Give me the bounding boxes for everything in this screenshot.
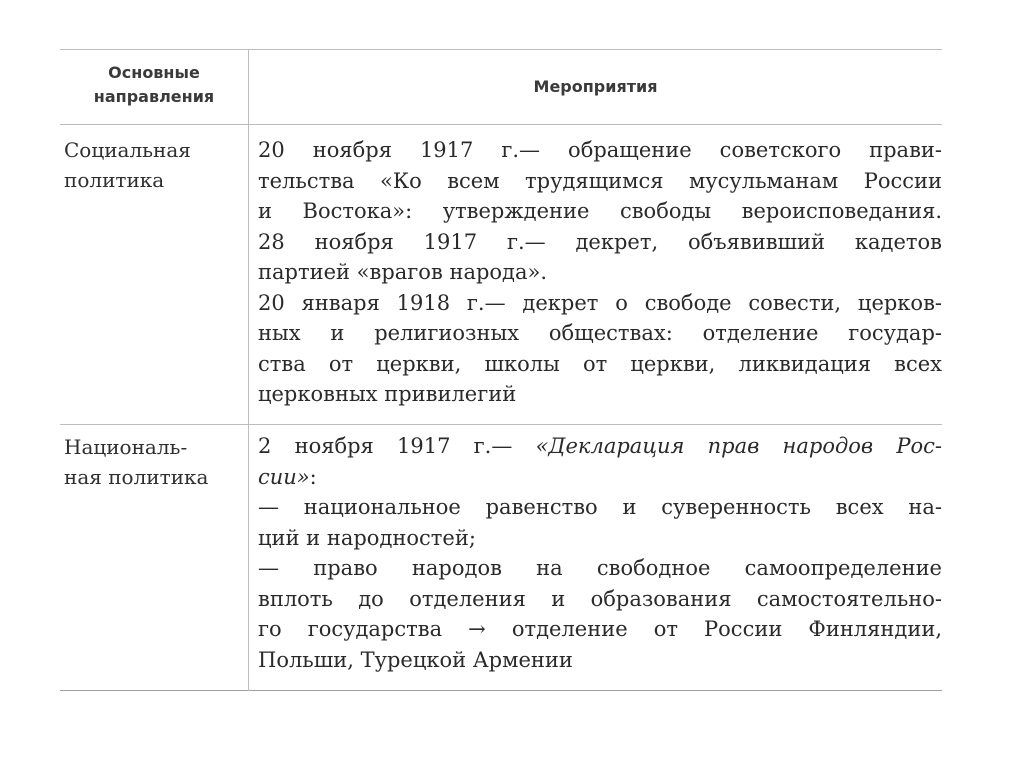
- measure-line: церковных привилегий: [258, 382, 517, 406]
- header-directions-line: направления: [93, 87, 215, 106]
- row-social-measures: [258, 135, 942, 410]
- table-top-rule: [60, 49, 942, 50]
- measure-line: го государства → отделение от России Финляндии,: [258, 617, 942, 641]
- direction-line: Националь-: [64, 435, 188, 459]
- row-national-direction: [64, 432, 246, 492]
- direction-line: Социальная: [64, 138, 191, 162]
- declaration-title-end: сии»: [258, 464, 310, 489]
- table-bottom-rule: [60, 690, 942, 691]
- declaration-colon: :: [309, 464, 317, 489]
- measure-line-first: [258, 431, 942, 462]
- measure-line: ных и религиозных обществах: отделение государ-: [258, 321, 942, 345]
- measure-line: ства от церкви, школы от церкви, ликвидация всех: [258, 351, 942, 376]
- measure-line: ций и народностей;: [258, 525, 476, 550]
- row-social-direction: [64, 135, 246, 195]
- measure-line: тельства «Ко всем трудящимся мусульманам России: [258, 168, 942, 193]
- measure-line: [258, 462, 942, 493]
- direction-line: политика: [64, 168, 165, 192]
- header-directions: [60, 61, 248, 109]
- direction-line: ная политика: [64, 465, 209, 489]
- measure-line: партией «врагов народа».: [258, 260, 548, 284]
- table-header-rule: [60, 124, 942, 125]
- measure-line: Польши, Турецкой Армении: [258, 647, 573, 672]
- measure-line: — национальное равенство и суверенность всех на-: [258, 495, 942, 519]
- measure-line: 20 ноября 1917 г.— обращение советского прави-: [258, 138, 942, 162]
- declaration-title: «Декларация прав народов Рос-: [535, 434, 943, 458]
- row-national-measures: [258, 431, 942, 675]
- measure-line: 28 ноября 1917 г.— декрет, объявивший кадетов: [258, 229, 942, 254]
- measure-line: вплоть до отделения и образования самостоятельно-: [258, 586, 942, 611]
- measure-line: и Востока»: утверждение свободы вероисповедания.: [258, 199, 942, 223]
- header-directions-line: Основные: [108, 63, 200, 82]
- measure-line: — право народов на свободное самоопределение: [258, 556, 942, 580]
- table-column-divider: [248, 49, 249, 691]
- header-measures: Мероприятия: [533, 77, 658, 96]
- measure-date: 2 ноября 1917 г.—: [258, 434, 536, 458]
- measure-line: 20 января 1918 г.— декрет о свободе совести, церков-: [258, 290, 942, 315]
- table-row-divider: [60, 424, 942, 425]
